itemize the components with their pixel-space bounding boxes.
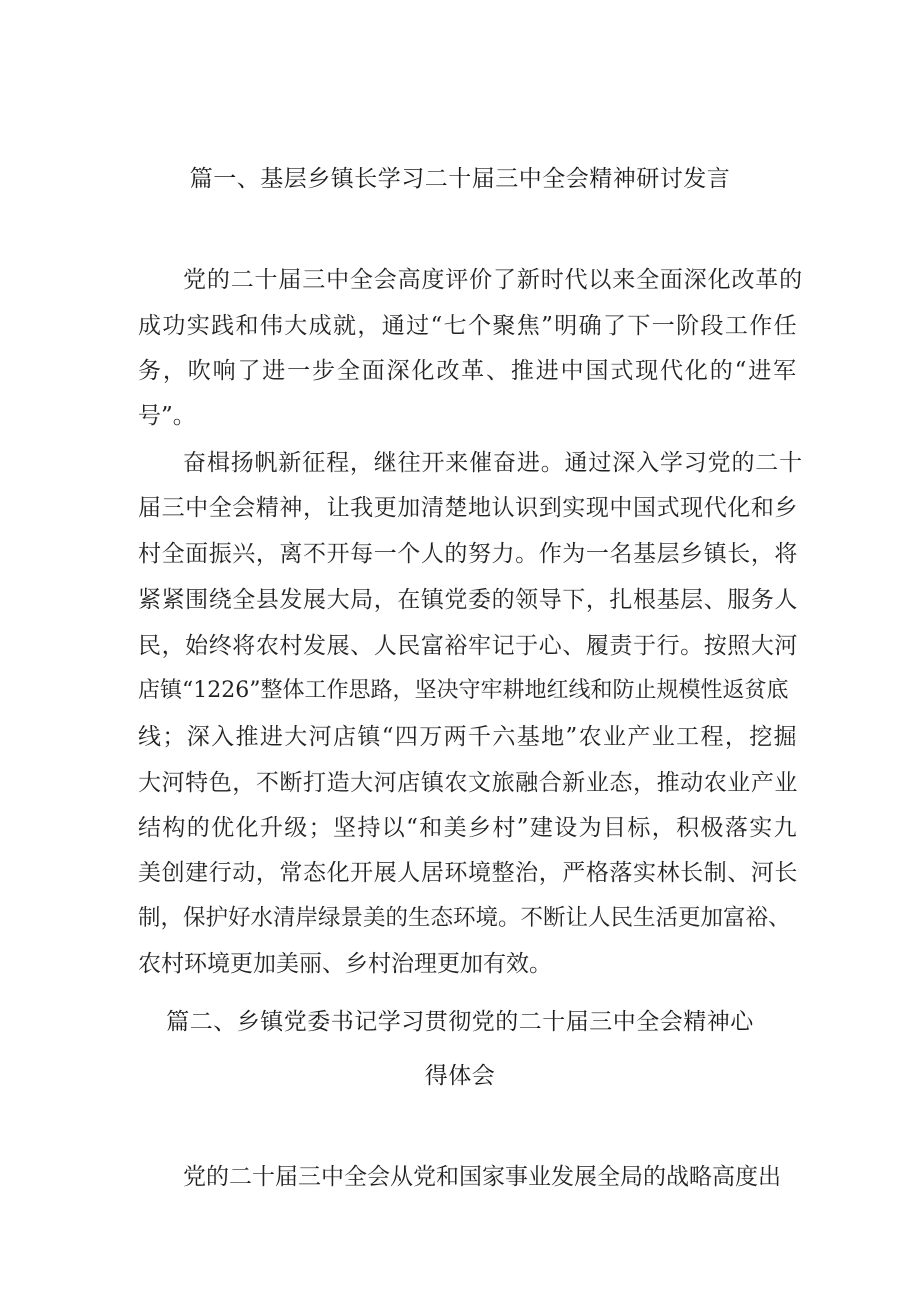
text-line: 党的二十届三中全会高度评价了新时代以来全面深化改革的 xyxy=(183,267,803,293)
text-line: 结构的优化升级；坚持以“和美乡村”建设为目标，积极落实九 xyxy=(138,815,798,841)
text-line: 美创建行动，常态化开展人居环境整治，严格落实林长制、河长 xyxy=(138,860,798,886)
text-line: 成功实践和伟大成就，通过“七个聚焦”明确了下一阶段工作任 xyxy=(138,313,798,339)
article2-title-line1: 篇二、乡镇党委书记学习贯彻党的二十届三中全会精神心 xyxy=(166,1009,754,1035)
text-line: 奋楫扬帆新征程，继往开来催奋进。通过深入学习党的二十 xyxy=(183,450,803,476)
text-line: 届三中全会精神，让我更加清楚地认识到实现中国式现代化和乡 xyxy=(138,495,798,521)
text-line: 线；深入推进大河店镇“四万两千六基地”农业产业工程，挖掘 xyxy=(138,724,798,750)
text-line: 党的二十届三中全会从党和国家事业发展全局的战略高度出 xyxy=(183,1164,781,1190)
article1-title: 篇一、基层乡镇长学习二十届三中全会精神研讨发言 xyxy=(189,166,731,192)
text-line: 农村环境更加美丽、乡村治理更加有效。 xyxy=(138,951,552,977)
text-line: 制，保护好水清岸绿景美的生态环境。不断让人民生活更加富裕、 xyxy=(138,905,791,931)
text-line: 号”。 xyxy=(138,403,196,429)
text-line: 民，始终将农村发展、人民富裕牢记于心、履责于行。按照大河 xyxy=(138,633,798,659)
text-line: 大河特色，不断打造大河店镇农文旅融合新业态，推动农业产业 xyxy=(138,770,798,796)
text-line: 紧紧围绕全县发展大局，在镇党委的领导下，扎根基层、服务人 xyxy=(138,587,798,613)
text-line: 店镇“1226”整体工作思路，坚决守牢耕地红线和防止规模性返贫底 xyxy=(138,678,789,703)
text-line: 务，吹响了进一步全面深化改革、推进中国式现代化的“进军 xyxy=(138,358,798,384)
text-line: 村全面振兴，离不开每一个人的努力。作为一名基层乡镇长，将 xyxy=(138,541,798,567)
article2-title-line2: 得体会 xyxy=(424,1063,496,1089)
